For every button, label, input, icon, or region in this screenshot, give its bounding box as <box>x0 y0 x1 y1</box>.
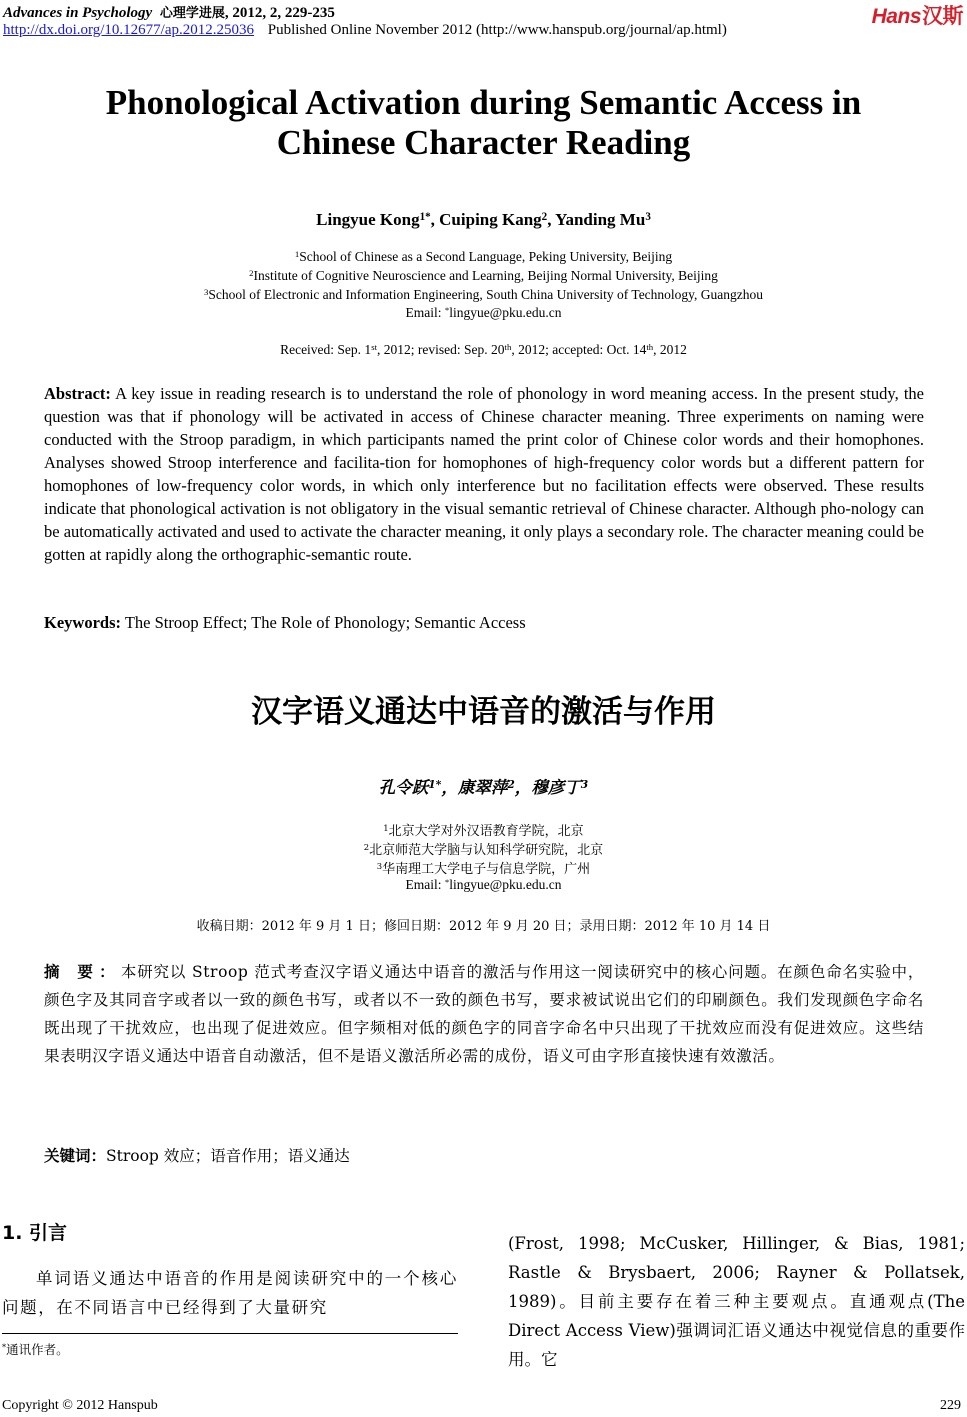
doi-link[interactable]: http://dx.doi.org/10.12677/ap.2012.25036 <box>3 22 254 38</box>
journal-name-cn: 心理学进展 <box>159 6 225 21</box>
author-list-cn: 孔令跃$^{1*}$，康翠萍$^2$，穆彦丁$^3$ <box>378 778 589 797</box>
keywords-body-cn: Stroop 效应；语音作用；语义通达 <box>106 1147 350 1165</box>
logo-latin: Hans <box>871 5 921 28</box>
keywords-body: The Stroop Effect; The Role of Phonology; Semantic Access <box>121 613 526 632</box>
title-line-2: Chinese Character Reading <box>276 123 691 162</box>
doi-line <box>3 22 727 39</box>
affiliation-cn-1: $^1$北京大学对外汉语教育学院，北京 <box>383 823 584 839</box>
footnote: *通讯作者。 <box>2 1342 69 1357</box>
keywords-en <box>44 613 526 633</box>
abstract-cn <box>44 958 924 1070</box>
body-text-left: 单词语义通达中语音的作用是阅读研究中的一个核心问题，在不同语言中已经得到了大量研究 <box>2 1269 458 1317</box>
affiliation-cn-3: $^3$华南理工大学电子与信息学院，广州 <box>376 861 591 877</box>
paper-title-cn: 汉字语义通达中语音的激活与作用 <box>251 694 716 730</box>
paper-title <box>0 83 967 163</box>
affiliation-cn-2: $^2$北京师范大学脑与认知科学研究院，北京 <box>363 842 604 858</box>
published-info: Published Online November 2012 (http://www.hanspub.org/journal/ap.html) <box>267 22 727 38</box>
abstract-body: A key issue in reading research is to understand the role of phonology in word meaning access. In the present study, the question was that if phonology will be activated in access of Chinese character meaning. Three experiments on naming were conducted with the Stroop paradigm, in which participants named the print color of Chinese color words and their homophones. Analyses showed Stroop interference and facilita-tion for homophones of high-frequency color words but a different pattern for homophones of low-frequency color words, in which only interference but no facilitation effects were observed. These results indicate that phonological activation is not obligatory in the visual semantic retrieval of Chinese character. Although pho-nology can be automatically activated and used to activate the character meaning, it only plays a secondary role. The character meaning could be gotten at rapidly along the orthographic-semantic route. <box>44 384 924 564</box>
footnote-rule <box>2 1333 458 1334</box>
body-text-right: (Frost, 1998; McCusker, Hillinger, & Bias, 1981; Rastle & Brysbaert, 2006; Rayner & Pollatsek, 1989)。目前主要存在着三种主要观点。直通观点(The Direct Access View)强调词汇语义通达中视觉信息的重要作用。它 <box>508 1234 965 1369</box>
journal-name: Advances in Psychology <box>3 5 153 21</box>
email-line: Email: *lingyue@pku.edu.cn <box>405 305 562 320</box>
email-address: lingyue@pku.edu.cn <box>449 305 562 320</box>
running-header <box>3 2 335 22</box>
affiliation-3: $^3$School of Electronic and Information Engineering, South China University of Technology, Guangzhou <box>203 287 764 302</box>
author-3: Yanding Mu <box>555 210 646 229</box>
author-2-sup: 2 <box>541 211 548 224</box>
author-3-sup: 3 <box>645 211 651 224</box>
hanspub-logo <box>872 0 963 30</box>
author-2: Cuiping Kang <box>439 210 542 229</box>
copyright: Copyright © 2012 Hanspub <box>2 1398 158 1413</box>
author-list: Lingyue Kong$^{1*}$, Cuiping Kang$^2$, Yanding Mu$^3$ <box>316 210 651 229</box>
abstract-label-cn: 摘 要： <box>44 963 121 981</box>
received-dates: Received: Sep. 1st, 2012; revised: Sep. 20th, 2012; accepted: Oct. 14th, 2012 <box>280 342 687 357</box>
keywords-cn <box>44 1144 350 1166</box>
received-dates-cn: 收稿日期：2012 年 9 月 1 日；修回日期：2012 年 9 月 20 日；录用日期：2012 年 10 月 14 日 <box>196 919 771 934</box>
abstract-body-cn: 本研究以 Stroop 范式考查汉字语义通达中语音的激活与作用这一阅读研究中的核心问题。在颜色命名实验中，颜色字及其同音字或者以一致的颜色书写，或者以不一致的颜色书写，要求被试说出它们的印刷颜色。我们发现颜色字命名既出现了干扰效应，也出现了促进效应。但字频相对低的颜色字的同音字命名中只出现了干扰效应而没有促进效应。这些结果表明汉字语义通达中语音自动激活，但不是语义激活所必需的成份，语义可由字形直接快速有效激活。 <box>44 963 925 1065</box>
affiliation-1: $^1$School of Chinese as a Second Language, Peking University, Beijing <box>294 249 673 264</box>
author-1-sup: 1* <box>419 211 431 224</box>
abstract-label: Abstract: <box>44 384 111 403</box>
keywords-label-cn: 关键词： <box>44 1147 107 1165</box>
title-line-1: Phonological Activation during Semantic Access in <box>105 83 862 122</box>
section-1-heading: 1. 引言 <box>2 1222 68 1244</box>
volume-info: , 2012, 2, 229-235 <box>224 5 335 21</box>
author-1: Lingyue Kong <box>316 210 420 229</box>
keywords-label: Keywords: <box>44 613 121 632</box>
email-line-cn: Email: *lingyue@pku.edu.cn <box>405 877 562 892</box>
logo-cn: 汉斯 <box>922 5 963 28</box>
page-number: 229 <box>940 1398 961 1413</box>
abstract-en <box>44 382 924 566</box>
affiliation-2: $^2$Institute of Cognitive Neuroscience and Learning, Beijing Normal University, Beijing <box>249 268 718 283</box>
